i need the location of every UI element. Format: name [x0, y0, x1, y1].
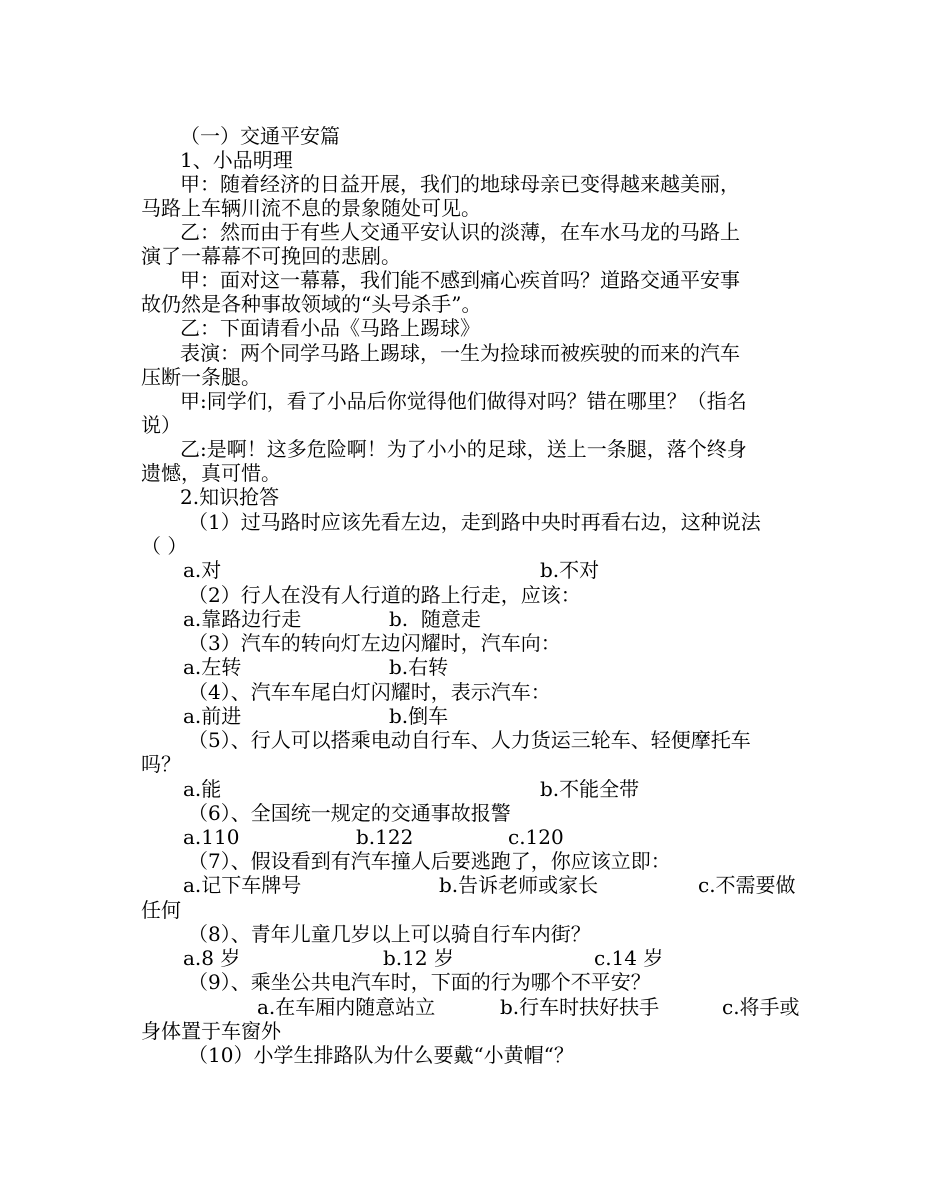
- quiz-question-6: （6）、全国统一规定的交通事故报警: [188, 801, 511, 825]
- quiz-question-3: （3）汽车的转向灯左边闪耀时，汽车向：: [188, 631, 561, 655]
- skit-paragraph-6-cont: 说）: [141, 413, 181, 437]
- skit-paragraph-5-cont: 压断一条腿。: [141, 365, 261, 389]
- quiz-q8-option-c: c.14 岁: [594, 946, 664, 970]
- quiz-question-7: （7）、假设看到有汽车撞人后要逃跑了，你应该立即：: [188, 849, 671, 873]
- quiz-heading: 2.知识抢答: [180, 485, 280, 509]
- quiz-q2-option-b: b. 随意走: [389, 607, 481, 631]
- skit-heading: 1、小品明理: [180, 148, 293, 172]
- skit-paragraph-6: 甲:同学们，看了小品后你觉得他们做得对吗？错在哪里？（指名: [180, 389, 747, 413]
- quiz-q2-option-a: a.靠路边行走: [183, 607, 302, 631]
- quiz-q7-option-c: c.不需要做: [698, 873, 796, 897]
- quiz-q5-option-a: a.能: [183, 777, 222, 801]
- quiz-q9-option-b: b.行车时扶好扶手: [500, 995, 660, 1019]
- quiz-question-8: （8）、青年儿童几岁以上可以骑自行车内街？: [188, 922, 591, 946]
- quiz-q8-option-a: a.8 岁: [183, 946, 241, 970]
- skit-paragraph-3: 甲：面对这一幕幕，我们能不感到痛心疾首吗？道路交通平安事: [180, 268, 740, 292]
- quiz-q7-option-b: b.告诉老师或家长: [439, 873, 599, 897]
- skit-paragraph-2: 乙：然而由于有些人交通平安认识的淡薄，在车水马龙的马路上: [180, 220, 740, 244]
- quiz-question-1-blank: （ ）: [141, 534, 188, 558]
- quiz-q5-option-b: b.不能全带: [540, 777, 640, 801]
- section-title: （一）交通平安篇: [180, 124, 340, 148]
- quiz-question-5: （5）、行人可以搭乘电动自行车、人力货运三轮车、轻便摩托车: [188, 728, 751, 752]
- skit-paragraph-1-cont: 马路上车辆川流不息的景象随处可见。: [141, 196, 481, 220]
- quiz-q4-option-b: b.倒车: [389, 704, 449, 728]
- quiz-question-10: （10）小学生排路队为什么要戴“小黄帽“？: [188, 1043, 574, 1067]
- skit-paragraph-7: 乙:是啊！这多危险啊！为了小小的足球，送上一条腿，落个终身: [180, 437, 747, 461]
- quiz-q6-option-c: c.120: [508, 825, 564, 849]
- quiz-q8-option-b: b.12 岁: [383, 946, 454, 970]
- quiz-q6-option-a: a.110: [183, 825, 240, 849]
- quiz-q4-option-a: a.前进: [183, 704, 242, 728]
- skit-paragraph-1: 甲：随着经济的日益开展，我们的地球母亲已变得越来越美丽，: [180, 172, 740, 196]
- skit-paragraph-3-cont: 故仍然是各种事故领域的“头号杀手”。: [141, 292, 482, 316]
- quiz-q3-option-a: a.左转: [183, 655, 242, 679]
- quiz-q7-option-a: a.记下车牌号: [183, 873, 302, 897]
- quiz-q9-option-c: c.将手或: [722, 995, 800, 1019]
- quiz-q1-option-b: b.不对: [540, 558, 600, 582]
- skit-paragraph-7-cont: 遗憾，真可惜。: [141, 461, 281, 485]
- quiz-question-9: （9）、乘坐公共电汽车时，下面的行为哪个不平安？: [188, 970, 651, 994]
- skit-paragraph-2-cont: 演了一幕幕不可挽回的悲剧。: [141, 244, 401, 268]
- quiz-q9-option-c-cont: 身体置于车窗外: [141, 1019, 281, 1043]
- quiz-q6-option-b: b.122: [356, 825, 414, 849]
- quiz-q3-option-b: b.右转: [389, 655, 449, 679]
- quiz-q9-option-a: a.在车厢内随意站立: [257, 995, 436, 1019]
- quiz-question-4: （4）、汽车车尾白灯闪耀时，表示汽车：: [188, 680, 551, 704]
- quiz-question-1: （1）过马路时应该先看左边，走到路中央时再看右边，这种说法: [188, 510, 761, 534]
- quiz-question-2: （2）行人在没有人行道的路上行走，应该：: [188, 583, 581, 607]
- skit-paragraph-5: 表演：两个同学马路上踢球，一生为捡球而被疾驶的而来的汽车: [180, 341, 740, 365]
- quiz-q7-option-c-cont: 任何: [141, 898, 181, 922]
- quiz-q1-option-a: a.对: [183, 558, 222, 582]
- quiz-question-5-cont: 吗？: [141, 752, 181, 776]
- skit-paragraph-4: 乙：下面请看小品《马路上踢球》: [180, 316, 480, 340]
